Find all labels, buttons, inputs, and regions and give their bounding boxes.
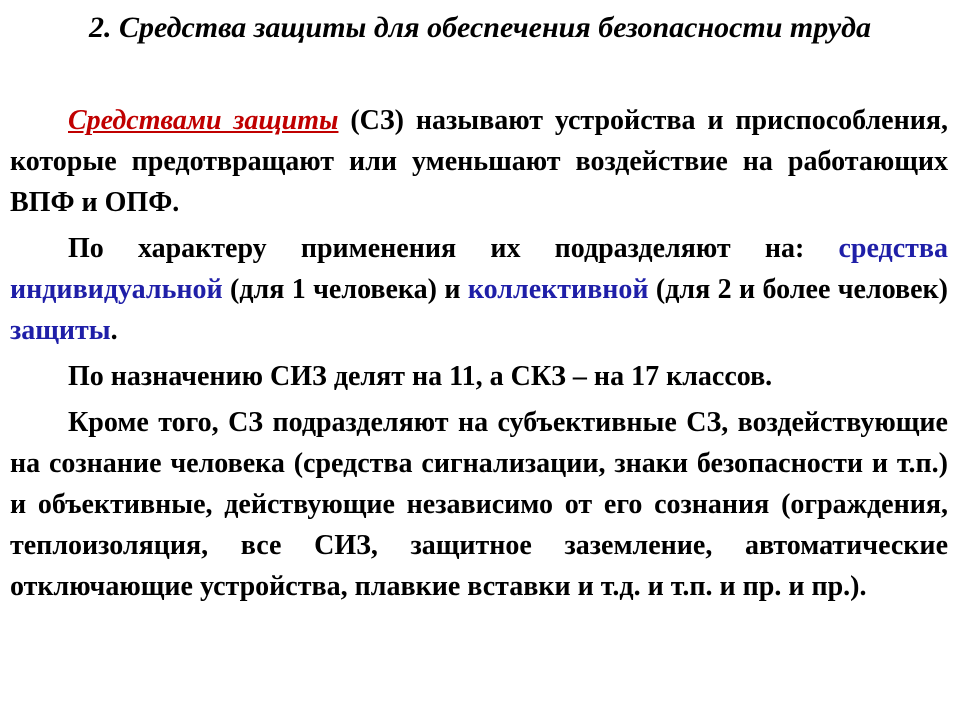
paragraph-definition <box>10 100 948 223</box>
paragraph-classification <box>10 228 948 351</box>
definition-text: (СЗ) называют устройства и приспособления, которые предотвращают или уменьшают воздействие на работающих ВПФ и ОПФ. <box>10 105 949 218</box>
purpose-text: По назначению СИЗ делят на 11, а СКЗ – на 17 классов. <box>68 361 773 392</box>
term-individual: средства индивидуальной <box>10 233 948 305</box>
classification-text-a: По характеру применения их подразделяют на: <box>68 233 839 264</box>
slide-body <box>10 100 948 612</box>
paragraph-purpose <box>10 356 948 397</box>
defined-term: Средствами защиты <box>68 105 339 136</box>
term-protection: защиты <box>10 315 111 346</box>
slide-title: 2. Средства защиты для обеспечения безопасности труда <box>89 11 871 44</box>
term-collective: коллективной <box>467 274 649 305</box>
subjective-objective-text: Кроме того, СЗ подразделяют на субъективные СЗ, воздействующие на сознание человека (средства сигнализации, знаки безопасности и т.п.) и объективные, действующие независимо от его сознания (ограждения, теплоизоляция, все СИЗ, защитное заземление, автоматические отключающие устройства, плавкие вставки и т.д. и т.п. и пр. и пр.). <box>10 407 948 602</box>
classification-text-b: (для 1 человека) и <box>222 274 468 305</box>
paragraph-subjective-objective <box>10 402 948 607</box>
classification-text-d: . <box>110 315 118 346</box>
classification-text-c: (для 2 и более человек) <box>648 274 949 305</box>
